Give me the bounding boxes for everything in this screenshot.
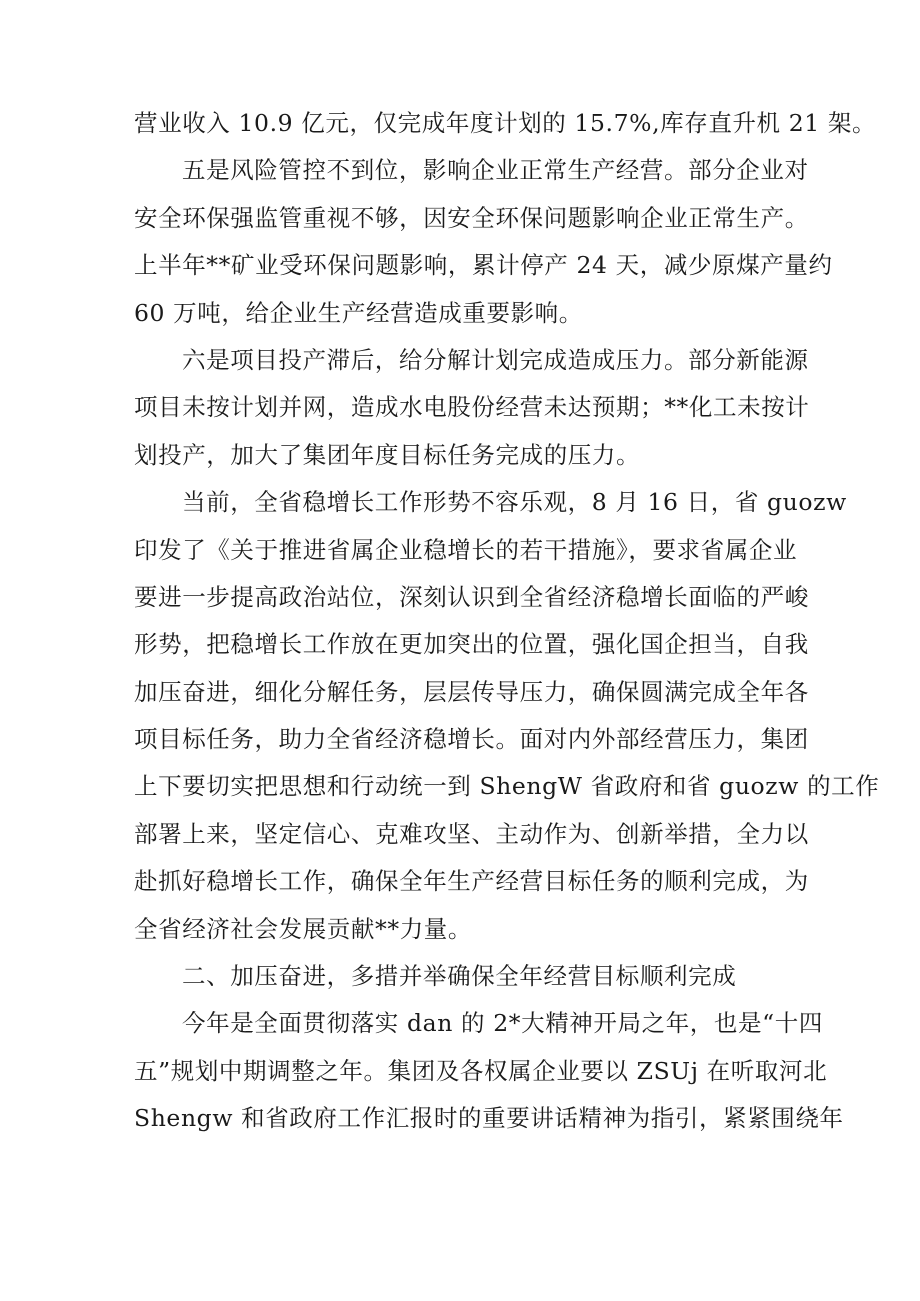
text-line: 营业收入 10.9 亿元，仅完成年度计划的 15.7%,库存直升机 21 架。 bbox=[134, 109, 877, 137]
paragraph-current-situation-start: 当前，全省稳增长工作形势不容乐观，8 月 16 日，省 guozw bbox=[182, 488, 847, 517]
text-line: 全省经济社会发展贡献**力量。 bbox=[134, 914, 472, 943]
text-line: 项目标任务，助力全省经济稳增长。面对内外部经营压力，集团 bbox=[134, 725, 809, 754]
text-line: 上半年**矿业受环保问题影响，累计停产 24 天，减少原煤产量约 bbox=[134, 251, 833, 280]
text-line: 安全环保强监管重视不够，因安全环保问题影响企业正常生产。 bbox=[134, 203, 809, 232]
text-line: 赴抓好稳增长工作，确保全年生产经营目标任务的顺利完成，为 bbox=[134, 867, 809, 896]
text-line: 部署上来，坚定信心、克难攻坚、主动作为、创新举措，全力以 bbox=[134, 819, 809, 848]
text-line: 60 万吨，给企业生产经营造成重要影响。 bbox=[134, 298, 583, 327]
paragraph-this-year-start: 今年是全面贯彻落实 dan 的 2*大精神开局之年，也是“十四 bbox=[182, 1009, 823, 1038]
body-text bbox=[134, 100, 880, 1143]
text-line: 五”规划中期调整之年。集团及各权属企业要以 ZSUj 在听取河北 bbox=[134, 1056, 828, 1085]
text-line: 划投产，加大了集团年度目标任务完成的压力。 bbox=[134, 440, 641, 469]
paragraph-6-start: 六是项目投产滞后，给分解计划完成造成压力。部分新能源 bbox=[182, 345, 809, 374]
section-heading: 二、加压奋进，多措并举确保全年经营目标顺利完成 bbox=[182, 962, 737, 991]
text-line: 要进一步提高政治站位，深刻认识到全省经济稳增长面临的严峻 bbox=[134, 582, 809, 611]
text-line: 项目未按计划并网，造成水电股份经营未达预期；**化工未按计 bbox=[134, 393, 810, 422]
text-line: Shengw 和省政府工作汇报时的重要讲话精神为指引，紧紧围绕年 bbox=[134, 1104, 844, 1133]
text-line: 形势，把稳增长工作放在更加突出的位置，强化国企担当，自我 bbox=[134, 630, 809, 659]
text-line: 加压奋进，细化分解任务，层层传导压力，确保圆满完成全年各 bbox=[134, 677, 809, 706]
text-line: 印发了《关于推进省属企业稳增长的若干措施》，要求省属企业 bbox=[134, 535, 798, 564]
paragraph-5-start: 五是风险管控不到位，影响企业正常生产经营。部分企业对 bbox=[182, 156, 809, 185]
text-line: 上下要切实把思想和行动统一到 ShengW 省政府和省 guozw 的工作 bbox=[134, 772, 880, 801]
